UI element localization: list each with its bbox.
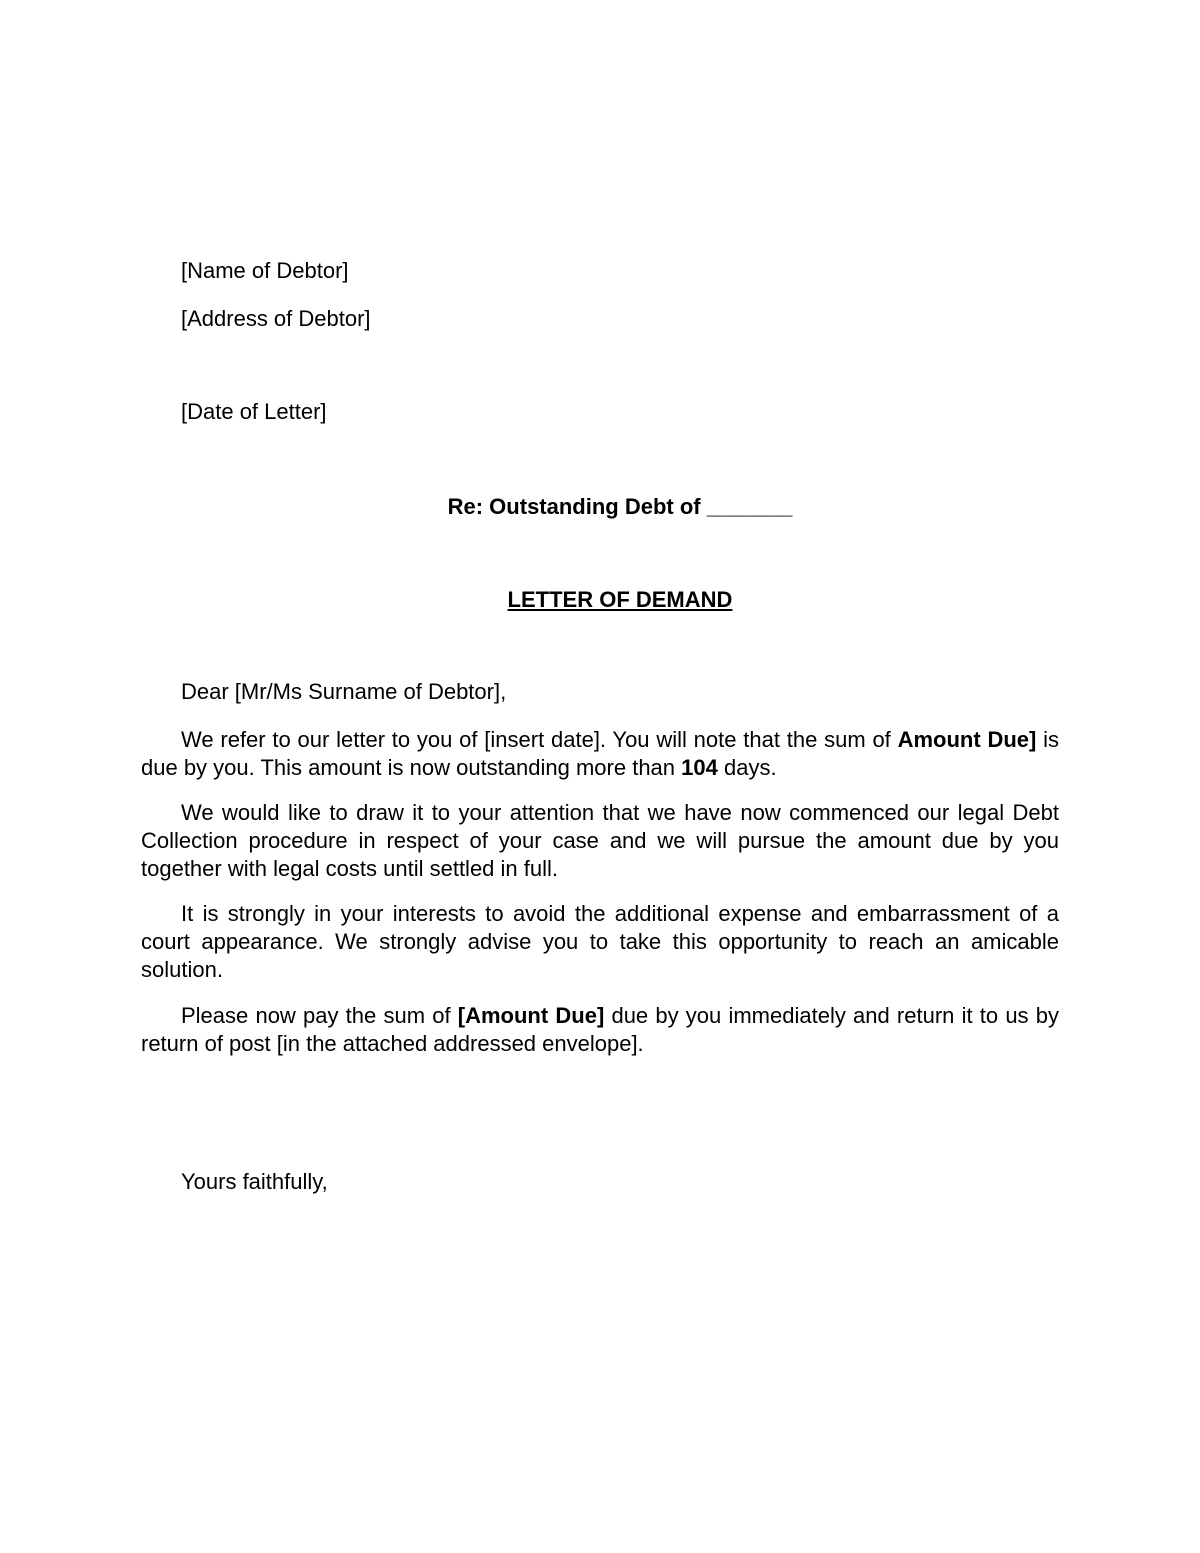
letter-title: LETTER OF DEMAND — [507, 587, 733, 612]
amount-due-bold: Amount Due] — [897, 727, 1037, 752]
paragraph-court-warning: It is strongly in your interests to avoid the additional expense and embarrassment of a court appearance. We strongly advise you to take this opportunity to reach an amicable solution. — [141, 901, 1059, 982]
subject-line: Re: Outstanding Debt of _______ — [447, 494, 793, 519]
paragraph-reference-text-3: days. — [717, 755, 777, 780]
letter-date: [Date of Letter] — [181, 399, 327, 424]
days-outstanding-bold: 104 — [681, 755, 718, 780]
amount-due-bold-2: [Amount Due] — [457, 1003, 605, 1028]
paragraph-legal-procedure: We would like to draw it to your attention that we have now commenced our legal Debt Collection procedure in respect of your case and we will pursue the amount due by you together with legal costs until settled in full. — [141, 800, 1059, 881]
paragraph-reference-text-1: We refer to our letter to you of [insert date]. You will note that the sum of — [181, 727, 898, 752]
paragraph-reference-text-2: is due by you. This amount is now outstanding more than — [141, 727, 1060, 780]
paragraph-payment-text-2: due by you immediately and return it to us by return of post [in the attached addressed envelope]. — [141, 1003, 1059, 1056]
paragraph-reference — [141, 726, 1059, 782]
debtor-name: [Name of Debtor] — [181, 258, 349, 283]
debtor-address: [Address of Debtor] — [181, 306, 371, 331]
salutation: Dear [Mr/Ms Surname of Debtor], — [181, 679, 507, 704]
paragraph-payment-request — [141, 1002, 1059, 1058]
paragraph-payment-text-1: Please now pay the sum of — [181, 1003, 458, 1028]
closing: Yours faithfully, — [181, 1169, 328, 1194]
